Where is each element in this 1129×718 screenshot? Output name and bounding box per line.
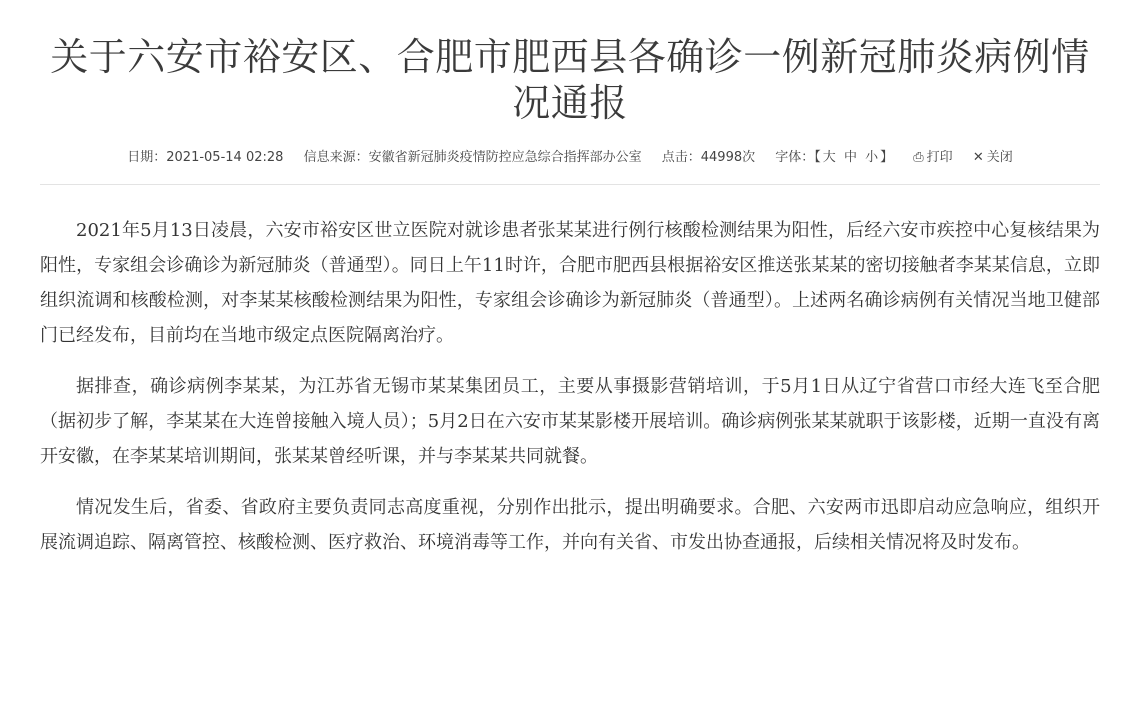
font-size-selector bbox=[775, 146, 893, 170]
publish-date bbox=[127, 146, 283, 170]
paragraph: 情况发生后，省委、省政府主要负责同志高度重视，分别作出批示，提出明确要求。合肥、六安两市迅即启动应急响应，组织开展流调追踪、隔离管控、核酸检测、医疗救治、环境消毒等工作，并向有关省、市发出协查通报，后续相关情况将及时发布。 bbox=[40, 497, 1100, 553]
date-value: 2021-05-14 02:28 bbox=[166, 150, 284, 165]
bracket-close: 】 bbox=[880, 150, 894, 165]
article-meta-bar bbox=[40, 146, 1100, 170]
info-source bbox=[304, 146, 642, 170]
font-size-medium-link[interactable]: 中 bbox=[843, 150, 857, 165]
view-count bbox=[662, 146, 755, 170]
source-value: 安徽省新冠肺炎疫情防控应急综合指挥部办公室 bbox=[368, 150, 642, 165]
paragraph: 2021年5月13日凌晨，六安市裕安区世立医院对就诊患者张某某进行例行核酸检测结果为阳性，后经六安市疾控中心复核结果为阳性，专家组会诊确诊为新冠肺炎（普通型）。同日上午11时许，合肥市肥西县根据裕安区推送张某某的密切接触者李某某信息，立即组织流调和核酸检测，对李某某核酸检测结果为阳性，专家组会诊确诊为新冠肺炎（普通型）。上述两名确诊病例有关情况当地卫健部门已经发布，目前均在当地市级定点医院隔离治疗。 bbox=[40, 220, 1100, 346]
close-label: 关闭 bbox=[986, 150, 1013, 165]
views-value: 44998次 bbox=[700, 150, 756, 165]
close-icon: ✕ bbox=[972, 150, 984, 165]
divider bbox=[40, 184, 1100, 185]
views-label: 点击： bbox=[661, 150, 701, 165]
source-label: 信息来源： bbox=[303, 150, 369, 165]
paragraph: 据排查，确诊病例李某某，为江苏省无锡市某某集团员工，主要从事摄影营销培训，于5月1日从辽宁省营口市经大连飞至合肥（据初步了解，李某某在大连曾接触入境人员）；5月2日在六安市某某影楼开展培训。确诊病例张某某就职于该影楼，近期一直没有离开安徽，在李某某培训期间，张某某曾经听课，并与李某某共同就餐。 bbox=[40, 376, 1100, 467]
font-size-small-link[interactable]: 小 bbox=[865, 150, 879, 165]
article-body bbox=[40, 213, 1100, 560]
print-label: 打印 bbox=[926, 150, 953, 165]
printer-icon: ⎙ bbox=[913, 150, 924, 165]
date-label: 日期： bbox=[127, 150, 167, 165]
print-button[interactable] bbox=[913, 146, 952, 170]
article bbox=[40, 0, 1100, 576]
close-button[interactable] bbox=[973, 146, 1013, 170]
font-label: 字体： bbox=[775, 150, 815, 165]
page-title: 关于六安市裕安区、合肥市肥西县各确诊一例新冠肺炎病例情况通报 bbox=[50, 35, 1090, 125]
font-size-large-link[interactable]: 大 bbox=[822, 150, 836, 165]
bracket-open: 【 bbox=[814, 150, 821, 165]
